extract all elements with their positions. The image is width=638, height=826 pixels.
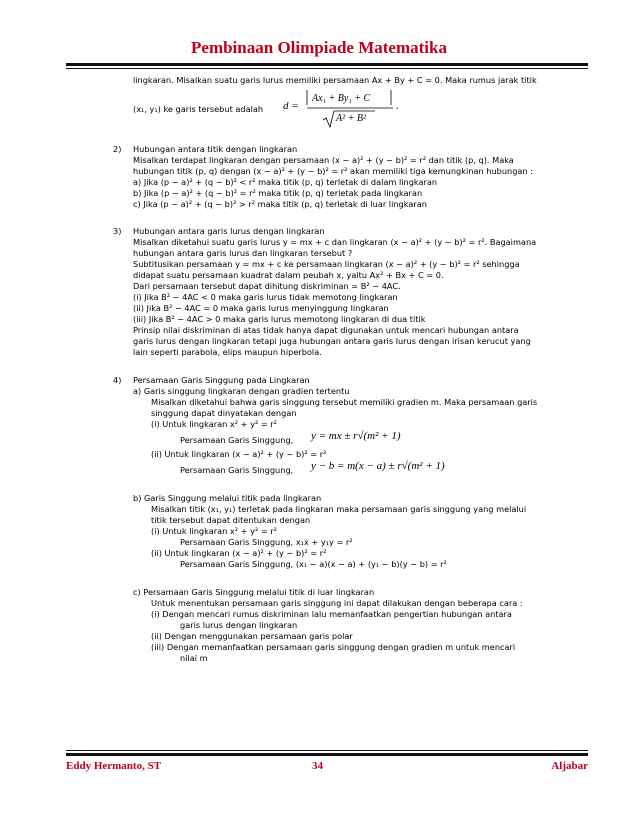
footer-subject: Aljabar [551, 760, 588, 772]
section-4b-line-1: Misalkan titik (x₁, y₁) terletak pada lingkaran maka persamaan garis singgung yang melalui [151, 504, 527, 514]
section-3-title: Hubungan antara garis lurus dengan lingkaran [133, 226, 325, 236]
section-4c-title: c) Persamaan Garis Singgung melalui titik di luar lingkaran [133, 587, 375, 597]
intro-line-2: (x₁, y₁) ke garis tersebut adalah [133, 104, 264, 114]
section-4a-ii-equation: y − b = m(x − a) ± r√(m² + 1) [311, 460, 445, 472]
section-3-line-4: didapat suatu persamaan kuadrat dalam peubah x, yaitu Ax² + Bx + C = 0. [133, 270, 444, 280]
header-rule-thin [66, 68, 588, 69]
section-4a-ii-eq-label: Persamaan Garis Singgung, [180, 465, 294, 475]
section-4b-item-ii: (ii) Untuk lingkaran (x − a)² + (y − b)² = r² [151, 548, 327, 558]
section-4a-title: a) Garis singgung lingkaran dengan gradien tertentu [133, 386, 350, 396]
section-3-line-7: garis lurus dengan lingkaran tetapi juga hubungan antara garis lurus dengan irisan kerucut yang [133, 336, 531, 346]
section-4b-title: b) Garis Singgung melalui titik pada lingkaran [133, 493, 322, 503]
section-4a-item-i: (i) Untuk lingkaran x² + y² = r² [151, 419, 277, 429]
section-4a-i-equation: y = mx ± r√(m² + 1) [311, 430, 401, 442]
section-3-number: 3) [113, 226, 122, 236]
section-4c-item-iii: (iii) Dengan memanfaatkan persamaan garis singgung dengan gradien m untuk mencari [151, 642, 516, 652]
section-3-line-8: lain seperti parabola, elips maupun hiperbola. [133, 347, 322, 357]
section-3-item-iii: (iii) Jika B² − 4AC > 0 maka garis lurus memotong lingkaran di dua titik [133, 314, 426, 324]
section-4b-ii-equation: Persamaan Garis Singgung, (x₁ − a)(x − a) + (y₁ − b)(y − b) = r² [180, 559, 447, 569]
header-rule-thick [66, 63, 588, 66]
footer-rule-thin [66, 750, 588, 751]
section-3-line-2: hubungan antara garis lurus dan lingkaran tersebut ? [133, 248, 353, 258]
section-4c-item-ii: (ii) Dengan menggunakan persamaan garis polar [151, 631, 353, 641]
section-2-line-2: hubungan titik (p, q) dengan (x − a)² + (y − b)² = r² akan memiliki tiga kemungkinan hubungan : [133, 166, 533, 176]
section-4c-line-1: Untuk menentukan persamaan garis singgung ini dapat dilakukan dengan beberapa cara : [151, 598, 523, 608]
section-3-line-1: Misalkan diketahui suatu garis lurus y = mx + c dan lingkaran (x − a)² + (y − b)² = r². Bagaimana [133, 237, 537, 247]
section-4a-line-2: singgung dapat dinyatakan dengan [151, 408, 297, 418]
section-4c-item-iii-cont: nilai m [180, 653, 208, 663]
footer-page-number: 34 [312, 760, 323, 772]
section-4a-item-ii: (ii) Untuk lingkaran (x − a)² + (y − b)² = r² [151, 449, 327, 459]
distance-formula-denominator: A² + B² [336, 113, 366, 124]
section-2-item-b: b) Jika (p − a)² + (q − b)² = r² maka titik (p, q) terletak pada lingkaran [133, 188, 423, 198]
section-4c-item-i: (i) Dengan mencari rumus diskriminan lalu memanfaatkan pengertian hubungan antara [151, 609, 512, 619]
section-2-line-1: Misalkan terdapat lingkaran dengan persamaan (x − a)² + (y − b)² = r² dan titik (p, q). Maka [133, 155, 514, 165]
distance-formula-period: . [396, 100, 399, 112]
section-2-number: 2) [113, 144, 122, 154]
section-2-item-c: c) Jika (p − a)² + (q − b)² > r² maka titik (p, q) terletak di luar lingkaran [133, 199, 427, 209]
section-4c-item-i-cont: garis lurus dengan lingkaran [180, 620, 298, 630]
section-4b-i-equation: Persamaan Garis Singgung, x₁x + y₁y = r² [180, 537, 353, 547]
intro-line-1: lingkaran. Misalkan suatu garis lurus memiliki persamaan Ax + By + C = 0. Maka rumus jarak titik [133, 75, 537, 85]
section-3-item-ii: (ii) Jika B² − 4AC = 0 maka garis lurus menyinggung lingkaran [133, 303, 389, 313]
section-3-line-6: Prinsip nilai diskriminan di atas tidak hanya dapat digunakan untuk mencari hubungan antara [133, 325, 519, 335]
section-4b-item-i: (i) Untuk lingkaran x² + y² = r² [151, 526, 277, 536]
section-4a-i-eq-label: Persamaan Garis Singgung, [180, 435, 294, 445]
section-2-item-a: a) Jika (p − a)² + (q − b)² < r² maka titik (p, q) terletak di dalam lingkaran [133, 177, 438, 187]
section-4-title: Persamaan Garis Singgung pada Lingkaran [133, 375, 310, 385]
section-3-line-5: Dari persamaan tersebut dapat dihitung diskriminan = B² − 4AC. [133, 281, 401, 291]
section-3-line-3: Subtitusikan persamaan y = mx + c ke persamaan lingkaran (x − a)² + (y − b)² = r² sehingga [133, 259, 520, 269]
section-4-number: 4) [113, 375, 122, 385]
distance-formula-numerator: Ax₁ + By₁ + C [312, 93, 371, 104]
section-4a-line-1: Misalkan diketahui bahwa garis singgung tersebut memiliki gradien m. Maka persamaan garis [151, 397, 538, 407]
footer-rule-thick [66, 753, 588, 756]
section-4b-line-2: titik tersebut dapat ditentukan dengan [151, 515, 311, 525]
page-header-title: Pembinaan Olimpiade Matematika [191, 38, 447, 57]
distance-formula-d: d = [283, 100, 299, 112]
section-2-title: Hubungan antara titik dengan lingkaran [133, 144, 298, 154]
section-3-item-i: (i) Jika B² − 4AC < 0 maka garis lurus tidak memotong lingkaran [133, 292, 398, 302]
footer-author: Eddy Hermanto, ST [66, 760, 162, 772]
